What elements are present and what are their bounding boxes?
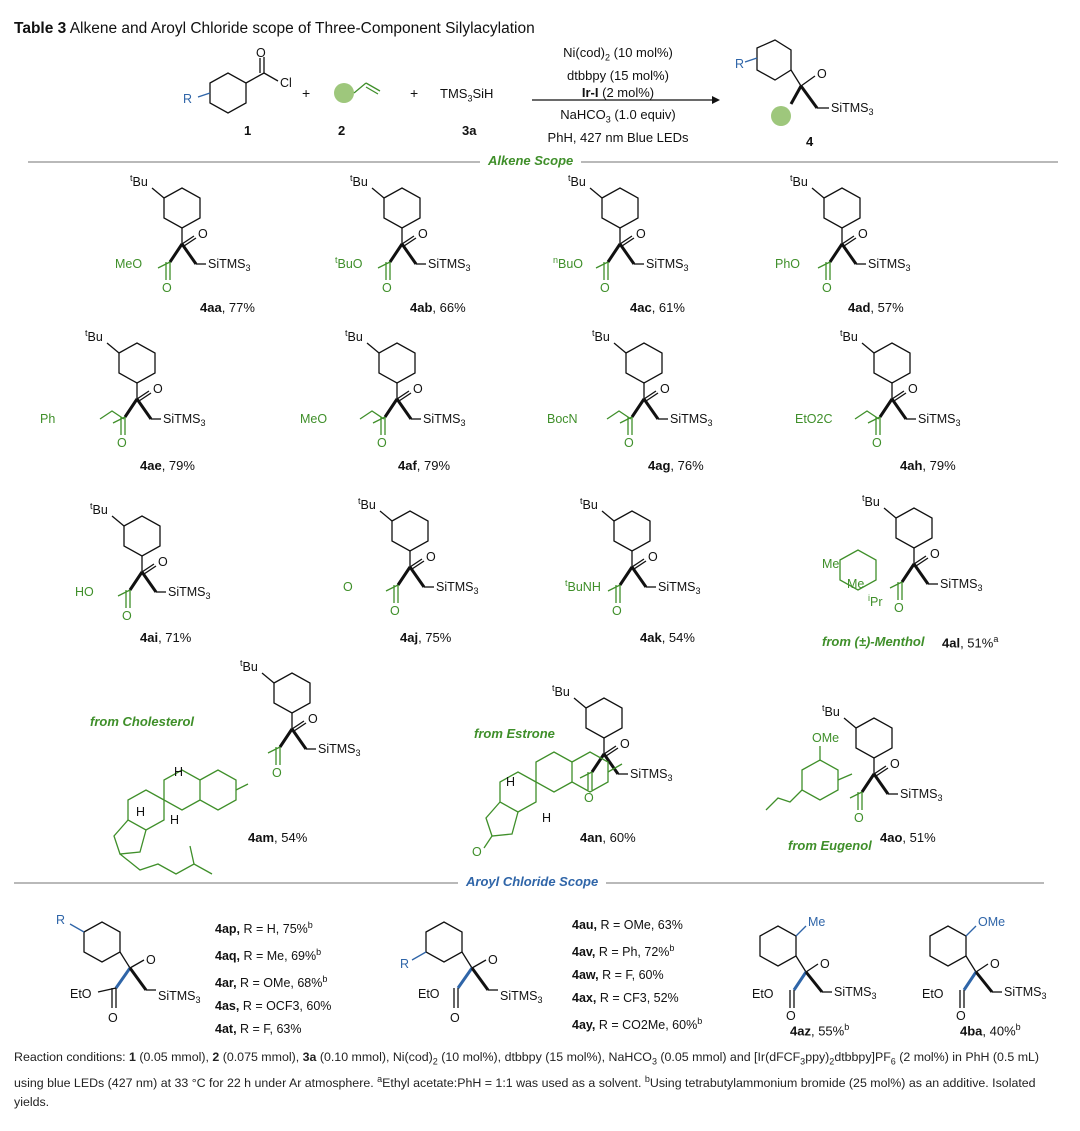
compound-4ac-caption: 4ac, 61%	[630, 300, 685, 315]
aroyl-entry-4aq: 4aq, R = Me, 69%$^b$	[215, 947, 322, 964]
svg-text:tBu: $^t$Bu	[90, 501, 108, 517]
aroyl-entry-4ap: 4ap, R = H, 75%$^b$	[215, 920, 313, 937]
svg-text:R: R	[735, 57, 745, 71]
svg-text:SiTMS3: SiTMS$_3$	[831, 101, 874, 117]
compound-4ah-caption: 4ah, 79%	[900, 458, 956, 473]
compound-4am-caption: 4am, 54%	[248, 830, 308, 845]
svg-text:O: O	[786, 1009, 796, 1023]
silane-reagent: $TMS_3SiH$	[440, 86, 494, 104]
product-core-5	[345, 328, 466, 450]
svg-text:H: H	[542, 811, 552, 825]
compound-4ao-caption: 4ao, 51%	[880, 830, 936, 845]
para-series-list	[215, 914, 331, 1041]
svg-text:iPr: $^i$Pr	[868, 593, 883, 609]
alkene-structure	[330, 75, 390, 115]
svg-text:O: O	[872, 436, 882, 450]
r-substituent-label: R	[183, 92, 193, 106]
table-title: Table 3 Alkene and Aroyl Chloride scope of Three-Component Silylacylation	[14, 20, 535, 37]
svg-text:tBu: $^t$Bu	[592, 328, 610, 344]
svg-text:O: O	[894, 601, 904, 615]
aroyl-entry-4aw: 4aw, R = F, 60%	[572, 968, 664, 983]
compound-4af-structure	[300, 328, 545, 475]
aroyl-entry-4ay: 4ay, R = CO2Me, 60%$^b$	[572, 1016, 703, 1033]
svg-text:SiTMS3: SiTMS$_3$	[423, 412, 466, 428]
conditions-below: NaHCO$_3$ (1.0 equiv) PhH, 427 nm Blue LEDs	[547, 107, 689, 145]
svg-text:O: O	[162, 281, 172, 295]
compound-4aj-structure	[343, 496, 558, 643]
svg-text:O: O	[908, 382, 918, 396]
product-core-4	[85, 328, 206, 450]
svg-text:SiTMS3: SiTMS$_3$	[208, 257, 251, 273]
alkene-scope-heading: Alkene Scope	[480, 153, 581, 168]
compound-4an-caption: 4an, 60%	[580, 830, 636, 845]
svg-text:Me: Me	[847, 577, 865, 591]
svg-text:O: O	[600, 281, 610, 295]
svg-text:O: O	[158, 555, 168, 569]
svg-text:tBu: $^t$Bu	[350, 173, 368, 189]
svg-text:EtO: EtO	[922, 987, 944, 1001]
compound-4az-structure	[748, 915, 898, 1028]
svg-text:O: O	[890, 757, 900, 771]
product-core-1	[350, 173, 471, 295]
compound-4ag-structure	[547, 328, 792, 475]
svg-text:O: O	[343, 580, 353, 594]
svg-text:tBu: $^t$Bu	[790, 173, 808, 189]
svg-text:O: O	[426, 550, 436, 564]
svg-text:SiTMS3: SiTMS$_3$	[834, 985, 877, 1001]
svg-text:tBuNH: $^t$BuNH	[565, 578, 601, 594]
compound-1-label: 1	[244, 123, 252, 138]
aroyl-chloride-structure	[180, 46, 292, 135]
svg-text:O: O	[612, 604, 622, 618]
svg-text:O: O	[584, 791, 594, 805]
svg-text:OMe: OMe	[978, 915, 1006, 929]
compound-4ab-structure	[335, 173, 550, 320]
compound-4ad-structure	[775, 173, 990, 320]
compound-4ba-structure	[918, 915, 1068, 1028]
svg-text:SiTMS3: SiTMS$_3$	[900, 787, 943, 803]
svg-text:O: O	[450, 1011, 460, 1025]
product-core-10	[580, 496, 701, 618]
product-core-9	[358, 496, 479, 618]
compound-4aa-caption: 4aa, 77%	[200, 300, 255, 315]
svg-text:tBu: $^t$Bu	[358, 496, 376, 512]
compound-2-label: 2	[338, 123, 346, 138]
compound-4ai-caption: 4ai, 71%	[140, 630, 192, 645]
compound-4ad-caption: 4ad, 57%	[848, 300, 904, 315]
compound-4al-caption: 4al, 51%$^a$	[942, 634, 999, 651]
svg-text:EtO2C: EtO2C	[795, 412, 833, 426]
svg-text:tBu: $^t$Bu	[822, 703, 840, 719]
svg-text:SiTMS3: SiTMS$_3$	[428, 257, 471, 273]
svg-text:O: O	[308, 712, 318, 726]
svg-text:O: O	[817, 67, 827, 81]
product-4-structure	[735, 40, 895, 135]
aroyl-entry-4ax: 4ax, R = CF3, 52%	[572, 991, 679, 1006]
svg-text:O: O	[272, 766, 282, 780]
product-4-label: 4	[806, 134, 814, 149]
compound-4ak-structure	[565, 496, 780, 643]
svg-text:HO: HO	[75, 585, 94, 599]
aroyl-entry-4au: 4au, R = OMe, 63%	[572, 918, 683, 932]
svg-text:O: O	[990, 957, 1000, 971]
compound-4ac-structure	[553, 173, 768, 320]
svg-text:MeO: MeO	[300, 412, 328, 426]
svg-text:tBu: $^t$Bu	[130, 173, 148, 189]
para-aroyl-structure	[50, 913, 220, 1038]
svg-text:O: O	[146, 953, 156, 967]
svg-text:SiTMS3: SiTMS$_3$	[868, 257, 911, 273]
svg-text:O: O	[648, 550, 658, 564]
svg-text:tBu: $^t$Bu	[85, 328, 103, 344]
svg-text:SiTMS3: SiTMS$_3$	[658, 580, 701, 596]
svg-text:tBu: $^t$Bu	[345, 328, 363, 344]
svg-text:R: R	[56, 913, 66, 927]
svg-text:O: O	[418, 227, 428, 241]
compound-4ai-structure	[75, 501, 290, 648]
svg-text:O: O	[956, 1009, 966, 1023]
svg-text:O: O	[390, 604, 400, 618]
svg-text:EtO: EtO	[418, 987, 440, 1001]
svg-text:Me: Me	[808, 915, 826, 929]
svg-text:SiTMS3: SiTMS$_3$	[318, 742, 361, 758]
cholesterol-note: from Cholesterol	[90, 714, 195, 729]
product-core-3	[790, 173, 911, 295]
svg-text:O: O	[930, 547, 940, 561]
svg-text:O: O	[854, 811, 864, 825]
compound-4ae-structure	[40, 328, 285, 475]
compound-4af-caption: 4af, 79%	[398, 458, 451, 473]
svg-text:O: O	[377, 436, 387, 450]
svg-text:O: O	[822, 281, 832, 295]
svg-text:O: O	[108, 1011, 118, 1025]
svg-text:O: O	[256, 46, 266, 60]
product-core-7	[840, 328, 961, 450]
svg-text:EtO: EtO	[70, 987, 92, 1001]
eugenol-note: from Eugenol	[788, 838, 872, 853]
compound-4ba-caption: 4ba, 40%$^b$	[960, 1022, 1021, 1039]
svg-text:O: O	[858, 227, 868, 241]
compound-4ag-caption: 4ag, 76%	[648, 458, 704, 473]
svg-text:H: H	[136, 805, 146, 819]
aroyl-entry-4ar: 4ar, R = OMe, 68%$^b$	[215, 974, 328, 991]
svg-text:SiTMS3: SiTMS$_3$	[163, 412, 206, 428]
svg-text:MeO: MeO	[115, 257, 143, 271]
svg-text:tBu: $^t$Bu	[240, 658, 258, 674]
conditions-above: $Ni(cod)_2$ (10 mol%) dtbbpy (15 mol%) Ir-I (2 mol%)	[563, 45, 673, 100]
svg-text:SiTMS3: SiTMS$_3$	[630, 767, 673, 783]
svg-text:Me: Me	[822, 557, 840, 571]
product-core-6	[592, 328, 713, 450]
aroyl-entry-4as: 4as, R = OCF3, 60%	[215, 999, 332, 1014]
svg-text:O: O	[636, 227, 646, 241]
svg-text:tBu: $^t$Bu	[568, 173, 586, 189]
compound-4aa-structure	[115, 173, 330, 320]
svg-text:SiTMS3: SiTMS$_3$	[940, 577, 983, 593]
compound-3a-label: 3a	[462, 123, 477, 138]
svg-text:O: O	[624, 436, 634, 450]
svg-text:SiTMS3: SiTMS$_3$	[646, 257, 689, 273]
svg-text:H: H	[506, 775, 516, 789]
svg-text:tBuO: $^t$BuO	[335, 255, 363, 271]
svg-text:H: H	[174, 765, 184, 779]
svg-text:tBu: $^t$Bu	[840, 328, 858, 344]
svg-text:SiTMS3: SiTMS$_3$	[670, 412, 713, 428]
svg-text:O: O	[820, 957, 830, 971]
svg-text:nBuO: $^n$BuO	[553, 255, 584, 271]
compound-4az-caption: 4az, 55%$^b$	[790, 1022, 850, 1039]
meta-series-list	[572, 914, 702, 1037]
meta-aroyl-structure	[392, 918, 562, 1038]
svg-text:O: O	[122, 609, 132, 623]
cholesterol-skeleton	[80, 740, 340, 940]
reaction-arrow	[532, 96, 722, 106]
svg-text:O: O	[382, 281, 392, 295]
product-core-2	[568, 173, 689, 295]
svg-text:Cl: Cl	[280, 76, 292, 90]
svg-text:Ph: Ph	[40, 412, 56, 426]
svg-text:R: R	[400, 957, 410, 971]
compound-4ae-caption: 4ae, 79%	[140, 458, 195, 473]
svg-text:O: O	[620, 737, 630, 751]
compound-4aj-caption: 4aj, 75%	[400, 630, 452, 645]
aroyl-scope-heading: Aroyl Chloride Scope	[458, 874, 606, 889]
svg-text:SiTMS3: SiTMS$_3$	[918, 412, 961, 428]
svg-text:O: O	[413, 382, 423, 396]
compound-4ab-caption: 4ab, 66%	[410, 300, 466, 315]
svg-text:PhO: PhO	[775, 257, 801, 271]
aroyl-entry-4at: 4at, R = F, 63%	[215, 1022, 302, 1037]
svg-text:OMe: OMe	[812, 731, 840, 745]
footnote: Reaction conditions: 1 (0.05 mmol), 2 (0.075 mmol), 3a (0.10 mmol), $Ni(cod)_2$ (10 mol%), dtbbpy (15 mol%), NaHCO$_3$ (0.05 mmol) and $[Ir(dFCF_3ppy)_2dtbbpy]PF_6$ (2 mol%) in PhH (0.5 mL) using blue LEDs (427 nm) at 33 °C for 22 h under Ar atmosphere. $^a$Ethyl acetate:PhH = 1:1 was used as a solvent. $^b$Using tetrabutylammonium bromide (25 mol%) as an additive. Isolated yields.	[14, 1050, 1040, 1109]
svg-text:tBu: $^t$Bu	[580, 496, 598, 512]
estrone-note: from Estrone	[474, 726, 555, 741]
svg-text:EtO: EtO	[752, 987, 774, 1001]
svg-text:O: O	[117, 436, 127, 450]
svg-text:H: H	[170, 813, 180, 827]
svg-text:O: O	[488, 953, 498, 967]
svg-text:O: O	[472, 845, 482, 859]
svg-text:SiTMS3: SiTMS$_3$	[500, 989, 543, 1005]
compound-4ak-caption: 4ak, 54%	[640, 630, 695, 645]
aroyl-entry-4av: 4av, R = Ph, 72%$^b$	[572, 943, 675, 960]
compound-4ah-structure	[795, 328, 1040, 475]
svg-text:SiTMS3: SiTMS$_3$	[168, 585, 211, 601]
svg-text:BocN: BocN	[547, 412, 578, 426]
product-core-0	[130, 173, 251, 295]
svg-text:O: O	[153, 382, 163, 396]
product-core-8	[90, 501, 211, 623]
svg-text:O: O	[660, 382, 670, 396]
svg-text:SiTMS3: SiTMS$_3$	[436, 580, 479, 596]
svg-text:O: O	[198, 227, 208, 241]
menthol-note: from (±)-Menthol	[822, 634, 925, 649]
svg-text:SiTMS3: SiTMS$_3$	[158, 989, 201, 1005]
svg-text:tBu: $^t$Bu	[862, 493, 880, 509]
svg-text:SiTMS3: SiTMS$_3$	[1004, 985, 1047, 1001]
svg-text:tBu: $^t$Bu	[552, 683, 570, 699]
